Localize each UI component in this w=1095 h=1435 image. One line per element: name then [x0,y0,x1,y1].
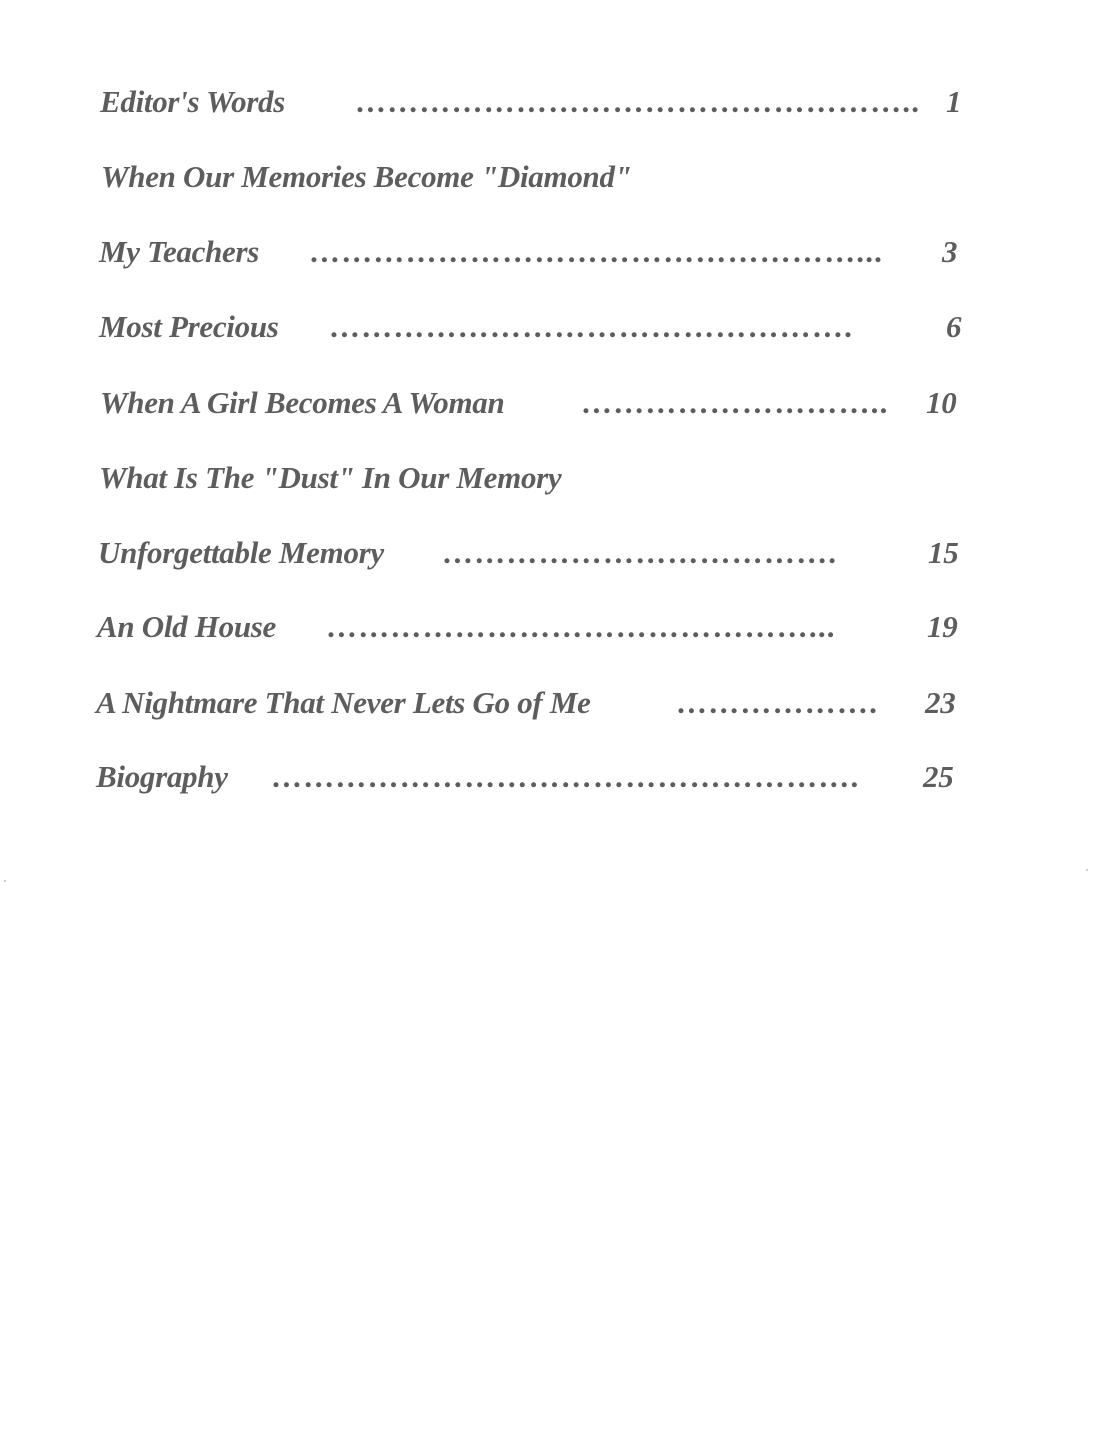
toc-entry-title: Most Precious [99,309,279,344]
toc-entry-leader: ……………………………………………... [310,234,885,269]
toc-entry-page-number: 10 [926,385,957,420]
toc-entry-page-number: 23 [925,685,956,720]
scan-speck [1086,869,1088,871]
toc-entry-leader: …………………………………………….. [356,84,922,119]
toc-entry-title: What Is The "Dust" In Our Memory [99,460,562,495]
toc-entry-leader: ………………………………………………. [272,759,861,794]
toc-entry [0,383,1095,423]
toc-entry [0,307,1095,347]
toc-entry-title: When A Girl Becomes A Woman [100,385,505,420]
toc-entry-page-number: 3 [942,234,958,269]
toc-entry-leader: ……………………….. [582,385,890,420]
toc-entry-leader: ………………………………………... [327,609,837,644]
toc-entry [0,157,1095,197]
toc-entry-page-number: 6 [946,309,962,344]
toc-entry [0,533,1095,573]
toc-entry-title: A Nightmare That Never Lets Go of Me [96,685,591,720]
toc-entry-page-number: 19 [927,609,958,644]
toc-entry [0,757,1095,797]
toc-entry-title: An Old House [97,609,276,644]
toc-entry [0,607,1095,647]
toc-entry [0,232,1095,272]
scan-speck [4,880,6,882]
toc-entry-leader: ………………. [677,685,880,720]
toc-entry-title: Biography [96,759,228,794]
toc-entry-page-number: 1 [946,84,962,119]
toc-entry-title: My Teachers [99,234,260,269]
toc-entry-title: Editor's Words [100,84,286,119]
toc-entry [0,458,1095,498]
toc-entry-title: When Our Memories Become "Diamond" [101,159,632,194]
toc-entry-page-number: 25 [923,759,954,794]
toc-entry-leader: ………………………………. [443,535,839,570]
toc-entry-leader: …………………………………………. [330,309,855,344]
toc-entry-title: Unforgettable Memory [98,535,384,570]
toc-entry [0,82,1095,122]
toc-entry-page-number: 15 [928,535,959,570]
toc-entry [0,683,1095,723]
